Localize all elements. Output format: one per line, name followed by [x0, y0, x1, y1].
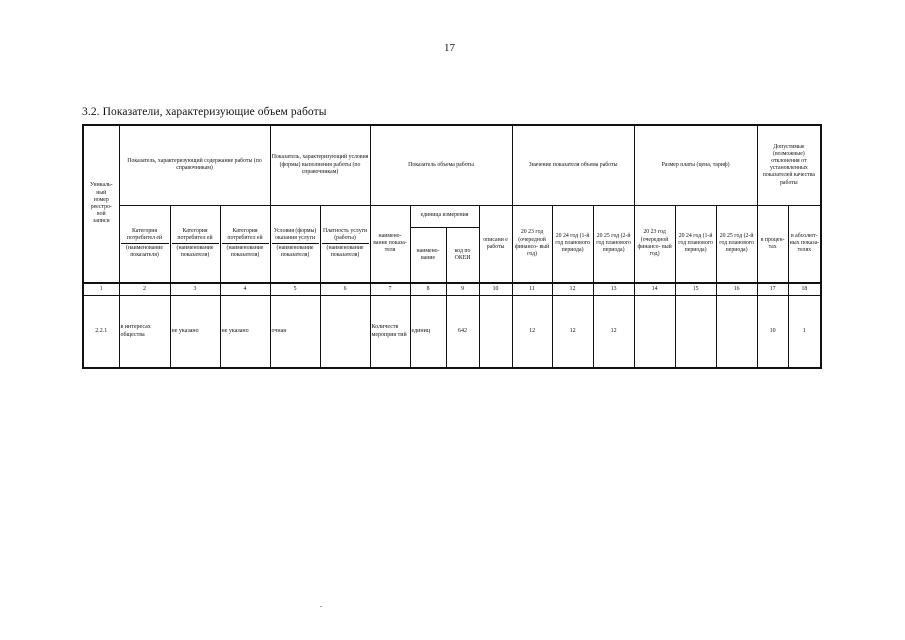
col-number: 11 [512, 283, 552, 296]
vol-2023-cell: 12 [512, 296, 552, 369]
category3-cell: не указано [220, 296, 270, 369]
fee-2024-header: 20 24 год (1-й год планового периода) [675, 205, 716, 283]
col-number: 3 [170, 283, 220, 296]
fee-2024-cell [675, 296, 716, 369]
unit-name-cell: единиц [410, 296, 446, 369]
deviations-header: Допустимые (возможные) отклонения от установленных показателей качества работы [757, 125, 821, 205]
col-number: 16 [716, 283, 757, 296]
col-number: 1 [83, 283, 119, 296]
indicator-name-header: наимено- вание показа- теля [370, 205, 410, 283]
volume-indicator-header: Показатель объема работы [370, 125, 512, 205]
col-number: 4 [220, 283, 270, 296]
col-number: 14 [634, 283, 675, 296]
category2-name: (наименование показателя) [176, 245, 214, 259]
page-number: 17 [444, 42, 455, 54]
col-number: 6 [320, 283, 370, 296]
work-volume-table [82, 124, 822, 369]
col-number: 18 [788, 283, 821, 296]
okei-code-cell: 642 [446, 296, 479, 369]
vol-2025-header: 20 25 год (2-й год планового периода) [593, 205, 634, 283]
col-number: 12 [552, 283, 593, 296]
registry-number-cell: 2.2.1 [83, 296, 119, 369]
fee-size-header: Размер платы (цена, тариф) [634, 125, 757, 205]
column-numbers-row [83, 283, 821, 296]
category3-header [220, 205, 270, 283]
work-description-cell [479, 296, 512, 369]
category1-header [119, 205, 170, 283]
category2-header [170, 205, 220, 283]
category1-name: (наименование показателя) [126, 245, 163, 259]
col-number: 7 [370, 283, 410, 296]
table-row [83, 296, 821, 369]
dev-percent-header: в процен- тах [757, 205, 788, 283]
col-number: 8 [410, 283, 446, 296]
content-indicator-header: Показатель, характеризующий содержание работы (по справочникам) [119, 125, 270, 205]
conditions-indicator-header: Показатель, характеризующий условия (формы) выполнения работы (по справочникам) [270, 125, 370, 205]
paid-label: Платность услуги (работы) [322, 228, 369, 244]
work-description-header: описани е работы [479, 205, 512, 283]
fee-2025-cell [716, 296, 757, 369]
conditions-header [270, 205, 320, 283]
category2-label: Категория потребител ей [172, 228, 219, 244]
col-number: 5 [270, 283, 320, 296]
section-title: 3.2. Показатели, характеризующие объем работы [82, 106, 327, 118]
unique-number-header: Уникаль- ный номер реестро- вой записи [83, 125, 119, 283]
vol-2025-cell: 12 [593, 296, 634, 369]
fee-2025-header: 20 25 год (2-й год планового периода) [716, 205, 757, 283]
vol-2023-header: 20 23 год (очередной финансо- вый год) [512, 205, 552, 283]
vol-2024-cell: 12 [552, 296, 593, 369]
dev-absolute-header: в абсолют- ных показа- телях [788, 205, 821, 283]
fee-2023-header: 20 23 год (очередной финансо- вый год) [634, 205, 675, 283]
vol-2024-header: 20 24 год (1-й год планового периода) [552, 205, 593, 283]
col-number: 10 [479, 283, 512, 296]
unit-name-header: наимено- вание [410, 227, 446, 283]
scan-speck [320, 606, 322, 607]
unit-header: единица измерения [410, 205, 479, 227]
category3-label: Категория потребител ей [222, 228, 269, 244]
fee-2023-cell [634, 296, 675, 369]
volume-value-header: Значение показателя объема работы [512, 125, 634, 205]
col-number: 9 [446, 283, 479, 296]
dev-percent-cell: 10 [757, 296, 788, 369]
indicator-name-cell: Количеств мероприя тий [370, 296, 410, 369]
category2-cell: не указано [170, 296, 220, 369]
category1-label: Категория потребител ей [121, 228, 169, 244]
dev-absolute-cell: 1 [788, 296, 821, 369]
conditions-cell: очная [270, 296, 320, 369]
paid-header [320, 205, 370, 283]
col-number: 2 [119, 283, 170, 296]
category1-cell: в интересах общества [119, 296, 170, 369]
category3-name: (наименование показателя) [226, 245, 264, 259]
col-number: 15 [675, 283, 716, 296]
col-number: 13 [593, 283, 634, 296]
conditions-name: (наименование показателя) [276, 245, 314, 259]
okei-code-header: код по ОКЕИ [446, 227, 479, 283]
paid-cell [320, 296, 370, 369]
paid-name: (наименование показателя) [326, 245, 364, 259]
col-number: 17 [757, 283, 788, 296]
conditions-label: Условия (формы) оказания услуги [272, 228, 319, 244]
